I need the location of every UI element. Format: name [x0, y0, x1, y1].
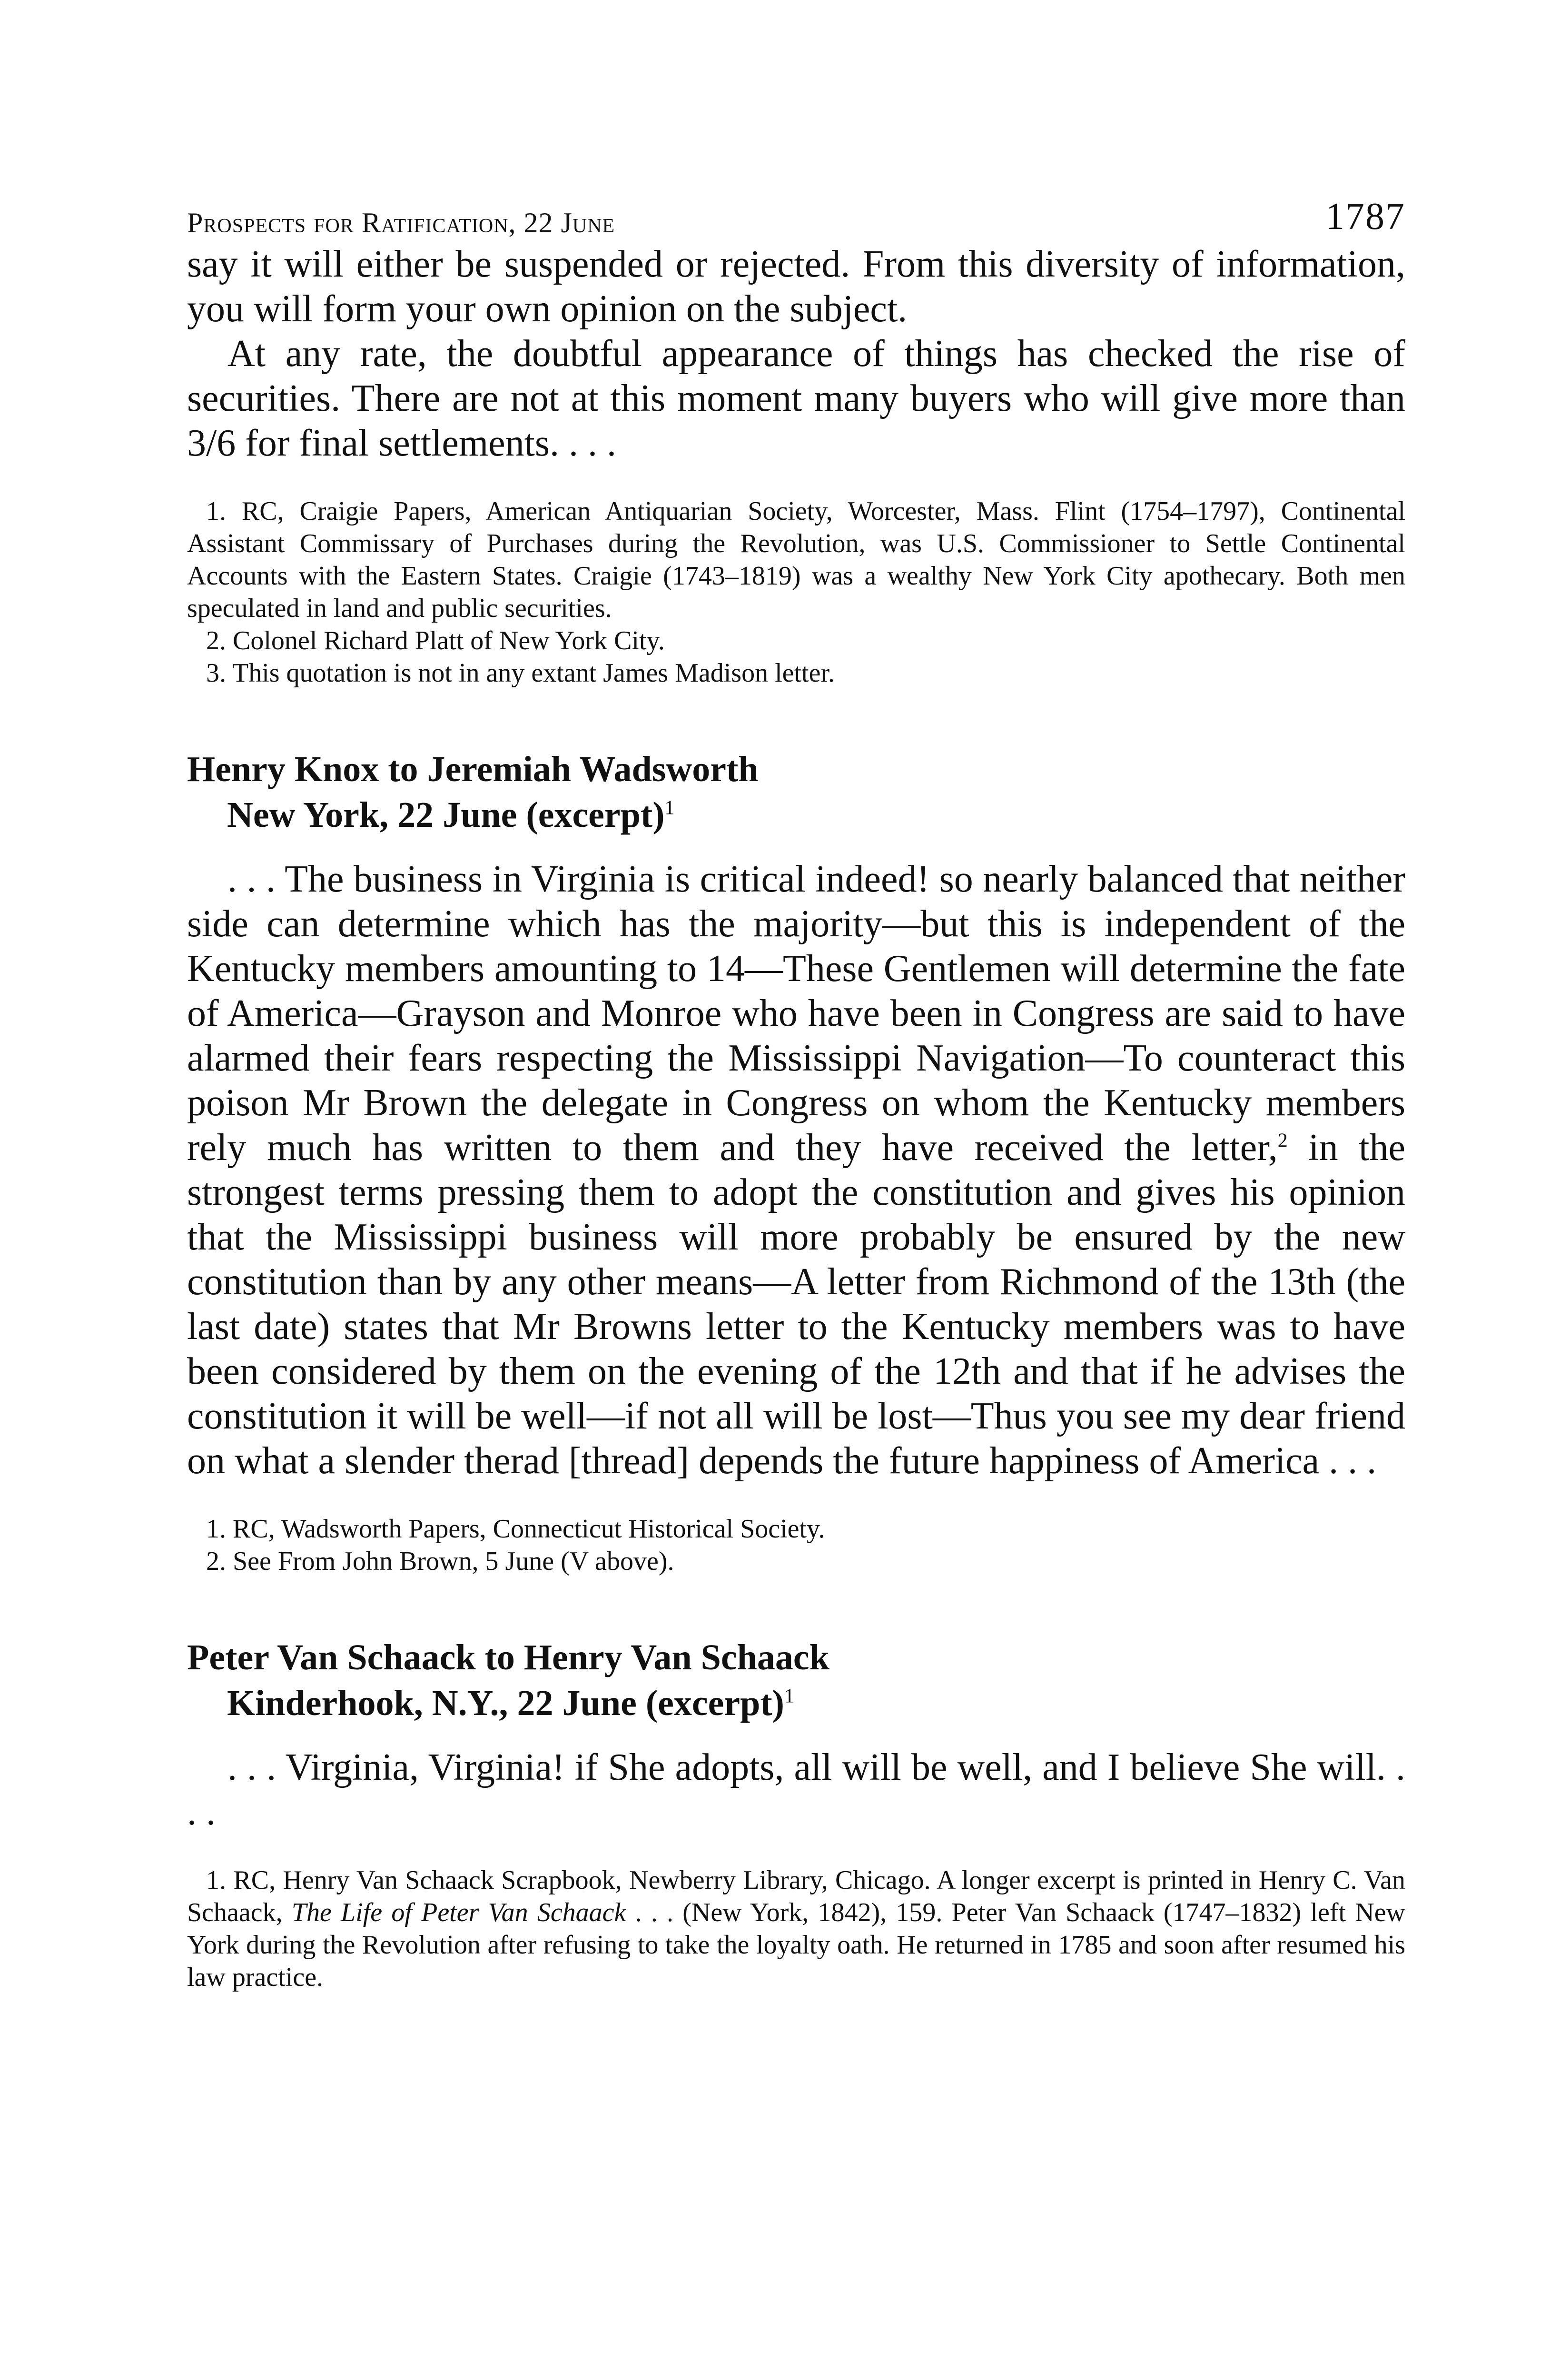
- continuation-footnotes: [187, 495, 1405, 689]
- letter-text-part-2: in the strongest terms pressing them to adopt the constitution and gives his opinion that the Mississippi business will more probably be ensured by the new constitution than by any other means—A letter from Richmond of the 13th (the last date) states that Mr Browns letter to the Kentucky members was to have been considered by them on the evening of the 12th and that if he advises the constitution it will be well—if not all will be lost—Thus you see my dear friend on what a slender therad [thread] depends the future happiness of America . . .: [187, 1127, 1405, 1482]
- footnote-ref: 1: [784, 1685, 794, 1707]
- letter-title: Henry Knox to Jeremiah Wadsworth: [187, 749, 759, 789]
- footnote-text-part-1: 1. RC, Henry Van Schaack Scrapbook, Newberry Library, Chicago. A longer excerpt is printed in Henry C. Van Schaack,: [187, 1865, 1405, 1927]
- letter-paragraph: . . . Virginia, Virginia! if She adopts, all will be well, and I believe She will. . . .: [187, 1746, 1405, 1833]
- footnote-1: [187, 1864, 1405, 1993]
- letter-body: [187, 857, 1405, 1483]
- footnote-1: 1. RC, Craigie Papers, American Antiquarian Society, Worcester, Mass. Flint (1754–1797), Continental Assistant Commissary of Purchases during the Revolution, was U.S. Commissioner to Settle Continental Accounts with the Eastern States. Craigie (1743–1819) was a wealthy New York City apothecary. Both men speculated in land and public securities.: [187, 496, 1405, 623]
- letter-text-part-1: . . . The business in Virginia is critical indeed! so nearly balanced that neither side can determine which has the majority—but this is independent of the Kentucky members amounting to 14—These Gentlemen will determine the fate of America—Grayson and Monroe who have been in Congress are said to have alarmed their fears respecting the Mississippi Navigation—To counteract this poison Mr Brown the delegate in Congress on whom the Kentucky members rely much has written to them and they have received the letter,: [187, 858, 1405, 1169]
- book-title: The Life of Peter Van Schaack: [291, 1898, 626, 1927]
- footnote-2: 2. See From John Brown, 5 June (V above).: [206, 1547, 674, 1576]
- vanschaack-letter-section: [187, 1635, 1405, 1993]
- knox-letter-section: [187, 746, 1405, 1577]
- page-number: 1787: [1325, 196, 1405, 238]
- letter-title: Peter Van Schaack to Henry Van Schaack: [187, 1637, 829, 1677]
- running-head: [187, 181, 1405, 238]
- continuation-paragraph-1: say it will either be suspended or rejected. From this diversity of information, you will form your own opinion on the subject.: [187, 243, 1405, 330]
- running-head-title: Prospects for Ratification, 22 June: [187, 207, 615, 238]
- continuation-section: [187, 242, 1405, 689]
- footnote-2: 2. Colonel Richard Platt of New York City.: [206, 626, 665, 655]
- footnote-text-part-2: . . . (New York, 1842), 159. Peter Van Schaack (1747–1832) left New York during the Revolution after refusing to take the loyalty oath. He returned in 1785 and soon after resumed his law practice.: [187, 1898, 1405, 1992]
- knox-footnotes: [187, 1513, 1405, 1577]
- vanschaack-footnotes: [187, 1864, 1405, 1993]
- continuation-paragraph-2: At any rate, the doubtful appearance of things has checked the rise of securities. There are not at this moment many buyers who will give more than 3/6 for final settlements. . . .: [187, 333, 1405, 464]
- letter-body: [187, 1745, 1405, 1835]
- letter-subtitle: [187, 1680, 1405, 1726]
- footnote-3: 3. This quotation is not in any extant James Madison letter.: [206, 658, 835, 688]
- footnote-1: 1. RC, Wadsworth Papers, Connecticut Historical Society.: [206, 1514, 825, 1544]
- letter-paragraph: [187, 857, 1405, 1483]
- footnote-ref: 2: [1277, 1130, 1288, 1152]
- letter-subtitle-text: New York, 22 June (excerpt): [227, 795, 665, 835]
- document-page: [187, 181, 1405, 1993]
- letter-subtitle-text: Kinderhook, N.Y., 22 June (excerpt): [227, 1683, 784, 1723]
- footnote-ref: 1: [664, 797, 675, 819]
- letter-subtitle: [187, 792, 1405, 838]
